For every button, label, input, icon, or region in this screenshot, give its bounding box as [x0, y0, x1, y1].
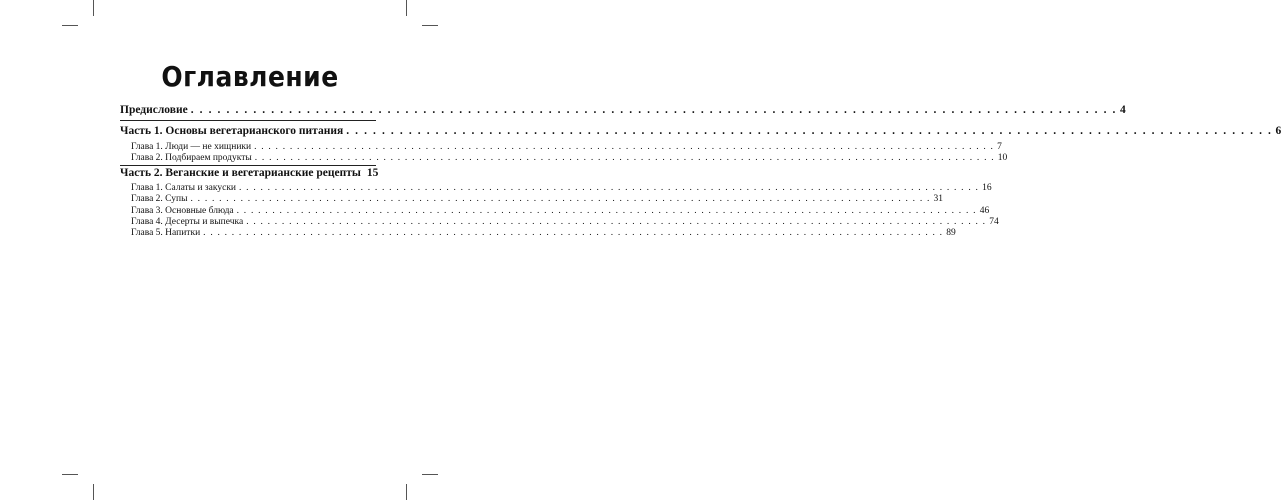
toc-entry-page: 74	[989, 217, 999, 227]
toc-entry-page: 6	[1275, 125, 1281, 137]
toc-entry-page: 10	[997, 153, 1008, 163]
toc-entry-part-1[interactable]	[120, 125, 1281, 137]
toc-entry-part-2-chapter-3[interactable]	[120, 206, 990, 216]
toc-entry-label: Глава 5. Напитки	[131, 228, 201, 238]
toc-entry-page: 31	[933, 194, 944, 204]
crop-mark-left-bottom	[62, 474, 78, 475]
toc-entry-label: Глава 2. Супы	[131, 194, 188, 204]
dot-leader	[239, 183, 979, 193]
toc-entry-label: Часть 2. Веганские и вегетарианские рецепты	[120, 167, 361, 179]
toc-entry-part-1-chapter-2[interactable]	[120, 153, 1008, 163]
crop-mark-left-top	[62, 25, 78, 26]
dot-leader	[237, 206, 977, 216]
dot-leader	[254, 142, 994, 152]
toc-entry-preface[interactable]	[120, 104, 1126, 116]
toc-entry-page: 7	[997, 142, 1002, 152]
toc-entry-label: Глава 1. Салаты и закуски	[131, 183, 237, 193]
dot-leader	[191, 104, 1117, 116]
toc-entry-part-2[interactable]	[120, 167, 379, 179]
page-title: Оглавление	[161, 60, 339, 93]
dot-leader	[255, 153, 995, 163]
toc-entry-label: Глава 2. Подбираем продукты	[131, 153, 252, 163]
divider	[120, 120, 376, 121]
toc-entry-part-2-chapter-5[interactable]	[120, 228, 956, 238]
dot-leader	[246, 217, 986, 227]
crop-mark-bottom-left	[93, 484, 94, 500]
dot-leader	[346, 125, 1272, 137]
toc-entry-part-2-chapter-2[interactable]	[120, 194, 944, 204]
toc-entry-page: 4	[1120, 104, 1126, 116]
toc-entry-page: 89	[946, 228, 956, 238]
divider	[120, 165, 376, 166]
crop-mark-top-right	[406, 0, 407, 16]
toc-entry-label: Глава 1. Люди — не хищники	[131, 142, 252, 152]
dot-leader	[191, 194, 931, 204]
crop-mark-top-left	[93, 0, 94, 16]
toc-entry-label: Глава 3. Основные блюда	[131, 206, 234, 216]
toc-entry-label: Глава 4. Десерты и выпечка	[131, 217, 244, 227]
toc-entry-page: 15	[366, 167, 379, 179]
dot-leader	[203, 228, 943, 238]
toc-entry-page: 46	[979, 206, 990, 216]
toc-entry-label: Предисловие	[120, 104, 188, 116]
toc-entry-part-1-chapter-1[interactable]	[120, 142, 1002, 152]
crop-mark-bottom-right	[406, 484, 407, 500]
crop-mark-right-bottom	[422, 474, 438, 475]
crop-mark-right-top	[422, 25, 438, 26]
toc-entry-label: Часть 1. Основы вегетарианского питания	[120, 125, 344, 137]
toc-entry-page: 16	[982, 183, 992, 193]
toc-entry-part-2-chapter-4[interactable]	[120, 217, 999, 227]
toc-entry-part-2-chapter-1[interactable]	[120, 183, 992, 193]
